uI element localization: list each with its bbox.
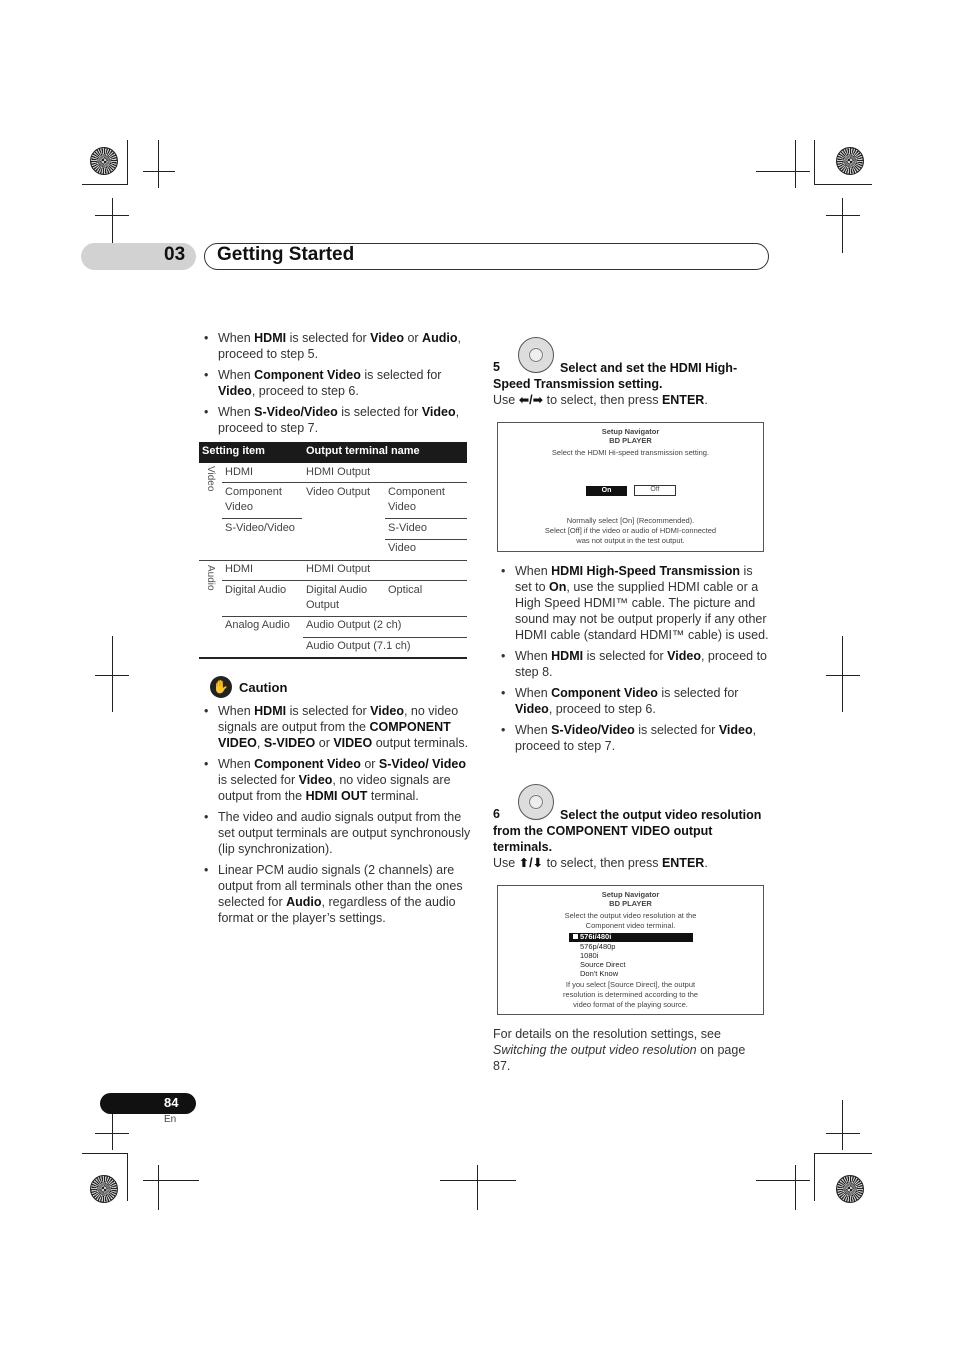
option-on[interactable]: On xyxy=(586,486,627,496)
screen-prompt: Component video terminal. xyxy=(585,921,676,930)
table-cell: HDMI Output xyxy=(306,466,371,478)
screen-note: was not output in the test output. xyxy=(576,536,685,545)
screen-subtitle: BD PLAYER xyxy=(609,436,652,445)
table-cell: HDMI xyxy=(225,563,254,575)
table-cell: Video Output xyxy=(306,486,371,498)
chapter-title: Getting Started xyxy=(217,244,355,265)
resolution-footnote: For details on the resolution settings, see Switching the output video resolution on page 87. xyxy=(493,1027,746,1073)
setup-navigator-screen-resolution xyxy=(497,885,764,1015)
list-item: • When HDMI is selected for Video or Audio, proceed to step 5. xyxy=(200,330,470,362)
list-item: • The video and audio signals output from the set output terminals are output synchronously (lip synchronization). xyxy=(200,809,472,857)
screen-title: Setup Navigator xyxy=(601,890,660,899)
option-576p[interactable]: 576p/480p xyxy=(580,942,616,951)
step-6-instruction: Use ⬆/⬇ to select, then press ENTER. xyxy=(493,856,708,870)
setup-navigator-screen-hdmi xyxy=(497,422,764,552)
step-6-heading: Select the output video resolution from the COMPONENT VIDEO output terminals. xyxy=(493,808,762,854)
screen-note: Select [Off] if the video or audio of HDMI-connected xyxy=(544,526,717,535)
registration-disc-icon xyxy=(90,1175,118,1203)
option-dont-know[interactable]: Don't Know xyxy=(580,969,619,978)
table-cell: HDMI xyxy=(225,466,254,478)
left-right-arrows-icon: ⬅/➡ xyxy=(518,393,544,407)
table-cell: Optical xyxy=(388,584,423,596)
registration-disc-icon xyxy=(836,1175,864,1203)
registration-disc-icon xyxy=(836,147,864,175)
screen-subtitle: BD PLAYER xyxy=(609,899,652,908)
table-group-video: Video xyxy=(205,466,216,492)
list-item: • When Component Video or S-Video/ Video is selected for Video, no video signals are output from the HDMI OUT terminal. xyxy=(200,756,472,804)
table-cell: Analog Audio xyxy=(225,619,290,631)
list-item: • When HDMI High-Speed Transmission is set to On, use the supplied HDMI cable or a High Speed HDMI™ cable. The picture and sound may not be output properly if any other HDMI cable (standard HDMI™ cable) is used. xyxy=(497,563,769,643)
screen-prompt: Select the output video resolution at the xyxy=(564,911,697,920)
screen-note: video format of the playing source. xyxy=(573,1000,688,1009)
step-bullets-right xyxy=(497,563,769,759)
page-number: 84 xyxy=(164,1095,179,1110)
step-bullets-left xyxy=(200,330,470,441)
table-group-audio: Audio xyxy=(205,565,216,591)
list-item: • When HDMI is selected for Video, proceed to step 8. xyxy=(497,648,769,680)
table-header-setting-item: Setting item xyxy=(202,445,265,457)
step-5-instruction: Use ⬅/➡ to select, then press ENTER. xyxy=(493,393,708,407)
table-cell: Digital Audio xyxy=(225,584,287,596)
list-item: • When S-Video/Video is selected for Video, proceed to step 7. xyxy=(497,722,769,754)
table-cell: S-Video xyxy=(388,522,427,534)
step-5-heading: Select and set the HDMI High-Speed Transmission setting. xyxy=(493,361,738,391)
table-cell: Component Video xyxy=(225,486,282,513)
screen-note: resolution is determined according to the xyxy=(562,990,699,999)
table-cell: Audio Output (2 ch) xyxy=(306,619,402,631)
table-cell: Video xyxy=(388,542,416,554)
table-bottom-rule xyxy=(199,657,467,659)
screen-note: If you select [Source Direct], the output xyxy=(565,980,696,989)
list-item: • Linear PCM audio signals (2 channels) are output from all terminals other than the ones selected for Audio, regardless of the audio format or the player’s settings. xyxy=(200,862,472,926)
option-1080i[interactable]: 1080i xyxy=(580,951,599,960)
table-cell: S-Video/Video xyxy=(225,522,295,534)
page-number-pill xyxy=(100,1093,196,1114)
screen-title: Setup Navigator xyxy=(601,427,660,436)
step-6-number: 6 xyxy=(493,807,500,821)
list-item: • When Component Video is selected for Video, proceed to step 6. xyxy=(497,685,769,717)
table-header-output-terminal: Output terminal name xyxy=(306,445,420,457)
registration-disc-icon xyxy=(90,147,118,175)
caution-hand-icon: ✋ xyxy=(210,676,232,698)
table-cell: HDMI Output xyxy=(306,563,371,575)
option-576i[interactable]: 576i/480i xyxy=(580,932,612,941)
table-cell: Component Video xyxy=(388,486,445,513)
option-off[interactable]: Off xyxy=(634,485,676,496)
option-source-direct[interactable]: Source Direct xyxy=(580,960,626,969)
selection-marker-icon xyxy=(573,934,578,939)
chapter-number: 03 xyxy=(164,244,186,265)
screen-note: Normally select [On] (Recommended). xyxy=(566,516,695,525)
screen-prompt: Select the HDMI Hi-speed transmission setting. xyxy=(551,448,710,457)
list-item: • When HDMI is selected for Video, no video signals are output from the COMPONENT VIDEO, S-VIDEO or VIDEO output terminals. xyxy=(200,703,472,751)
cross-reference-link[interactable]: Switching the output video resolution xyxy=(493,1043,697,1057)
caution-list xyxy=(200,703,472,931)
list-item: • When Component Video is selected for Video, proceed to step 6. xyxy=(200,367,470,399)
table-cell: Digital Audio Output xyxy=(306,584,368,611)
up-down-arrows-icon: ⬆/⬇ xyxy=(518,856,544,870)
page-language: En xyxy=(164,1114,177,1125)
caution-title: Caution xyxy=(239,680,288,695)
step-5-number: 5 xyxy=(493,360,500,374)
list-item: • When S-Video/Video is selected for Video, proceed to step 7. xyxy=(200,404,470,436)
table-cell: Audio Output (7.1 ch) xyxy=(306,640,411,652)
